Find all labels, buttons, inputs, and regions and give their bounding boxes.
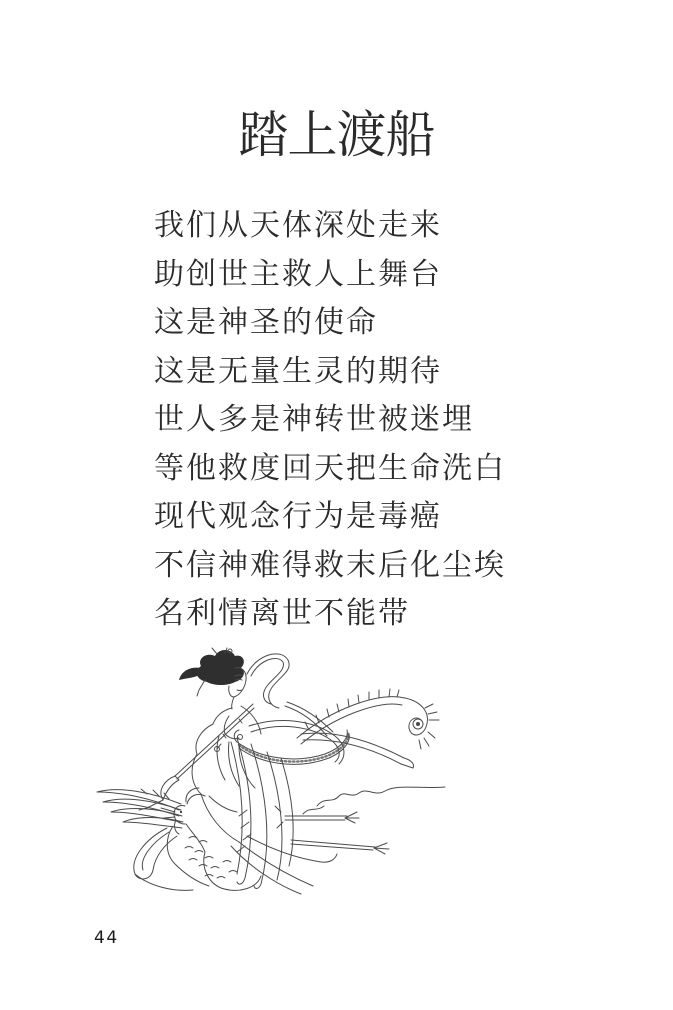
poem-line-7: 现代观念行为是毒癌 [154, 499, 442, 534]
poem-line-2: 助创世主救人上舞台 [154, 256, 442, 292]
poem-line-6: 等他救度回天把生命洗白 [154, 450, 506, 486]
poem-body [154, 202, 506, 639]
page-number: 44 [94, 928, 119, 948]
fairy-riding-phoenix-illustration [88, 646, 470, 898]
poem-line-1: 我们从天体深处走来 [154, 208, 442, 243]
poem-line-3: 这是神圣的使命 [154, 305, 378, 340]
poem-title: 踏上渡船 [238, 106, 435, 164]
ribbon-loop [134, 828, 177, 879]
poem-line-4: 这是无量生灵的期待 [154, 353, 442, 389]
fairy-staff [175, 704, 254, 779]
phoenix-leg-lower [291, 840, 375, 850]
phoenix-body [167, 826, 209, 886]
poem-line-9: 名利情离世不能带 [154, 596, 410, 631]
poem-line-5: 世人多是神转世被迷埋 [154, 402, 474, 437]
poem-line-8: 不信神难得救末后化尘埃 [154, 547, 506, 583]
phoenix-leg-upper [285, 816, 347, 820]
cloud-wisp [317, 787, 445, 806]
